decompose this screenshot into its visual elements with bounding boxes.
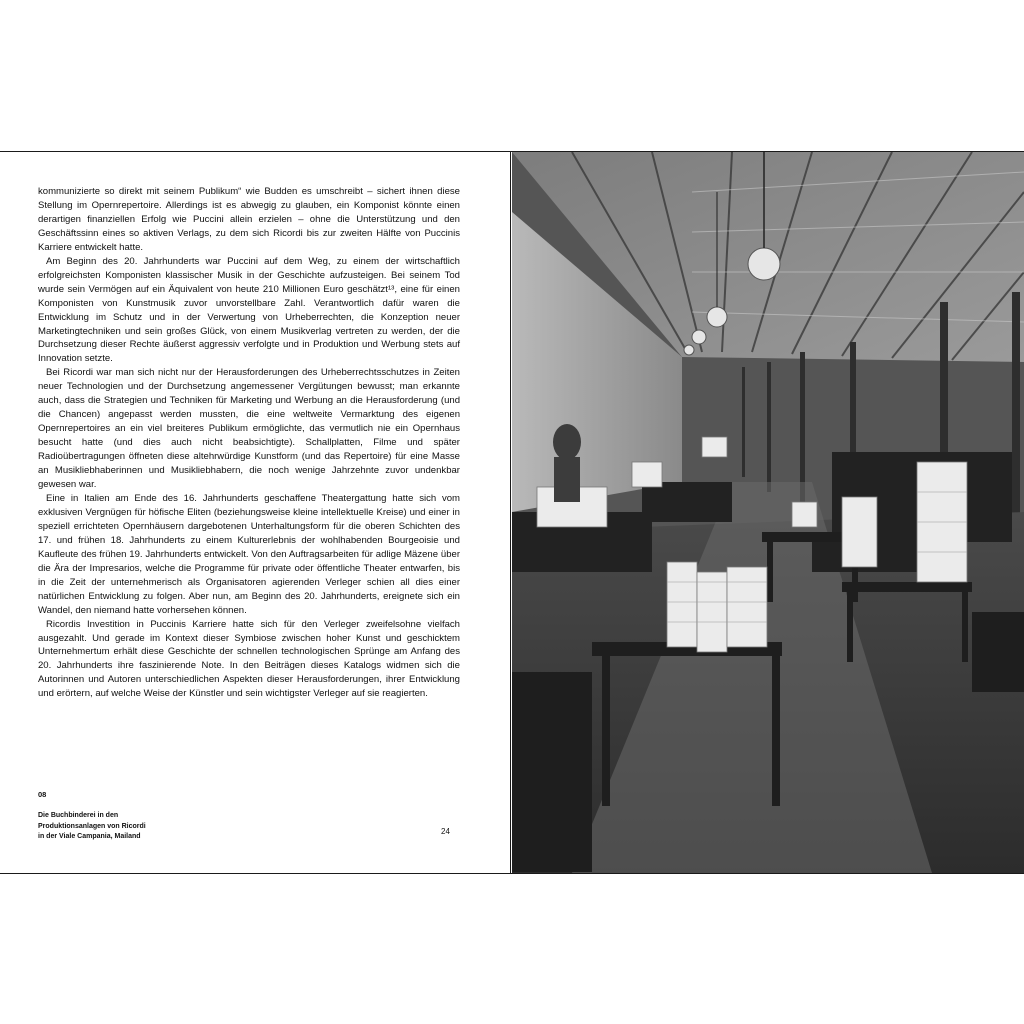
figure-caption: [38, 811, 188, 843]
archival-photo: [512, 152, 1024, 873]
paragraph: Ricordis Investition in Puccinis Karriere hatte sich für den Verleger zweifelsohne vielfach ausgezahlt. Und gerade im Kontext dieser Symbiose zwischen hoher Kunst und geschicktem Unternehmertum erhält diese Geschichte der schnellen technologischen Sprünge am Anfang des 20. Jahrhunderts ihre faszinierende Note. In den Beiträgen dieses Katalogs widmen sich die Autorinnen und Autoren unterschiedlichen Aspekten dieser Herausforderungen, ihrer Entwicklung und erörtern, auf welche Weise der Künstler und sein wichtigster Verleger auf sie reagierten.: [38, 618, 460, 700]
paragraph: Am Beginn des 20. Jahrhunderts war Puccini auf dem Weg, zu einem der wirtschaftlich erfolgreichsten Komponisten klassischer Musik in der Geschichte aufzusteigen. Bei seinem Tod wurde sein Vermögen auf ein Äquivalent von heute 210 Millionen Euro geschätzt¹³, eine für einen Komponisten von Kunstmusik zuvor unvorstellbare Zahl. Verantwortlich dafür waren die Entwicklung im Schutz und in der Verwertung von Urheberrechten, die Konzeption neuer Marketingtechniken und sein großes Glück, von einem Musikverlag vertreten zu werden, der die Durchsetzung dieser Rechte äußerst aggressiv verfolgte und in Produktion und Werbung stets auf Innovation setzte.: [38, 255, 460, 365]
book-spread: [0, 151, 1024, 874]
body-text: [38, 185, 460, 701]
caption-line: Die Buchbinderei in den: [38, 812, 119, 819]
left-page: [0, 152, 511, 873]
caption-line: in der Viale Campania, Mailand: [38, 833, 141, 840]
page-number: 24: [441, 827, 450, 836]
paragraph: Eine in Italien am Ende des 16. Jahrhunderts geschaffene Theatergattung hatte sich vom exklusiven Vergnügen für höfische Eliten (beziehungsweise kleine intellektuelle Kreise) und einer in speziell errichteten Opernhäusern dargebotenen Unterhaltungsform für die oberen Schichten des 17. und frühen 18. Jahrhunderts zu einem Kulturerlebnis der wohlhabenden Bourgeoisie und Kaufleute des frühen 19. Jahrhunderts entwickelt. Von den Auftragsarbeiten für adlige Mäzene über die Ära der Impresarios, welche die Programme für private oder öffentliche Theater entwarfen, bis in die Zeit der unternehmerisch als Organisatoren agierenden Verleger schien all dies einer natürlichen Entwicklung zu folgen. Aber nun, am Beginn des 20. Jahrhunderts, ereignete sich ein Wandel, den niemand hatte vorhersehen können.: [38, 492, 460, 616]
paragraph: Bei Ricordi war man sich nicht nur der Herausforderungen des Urheberrechtsschutzes in Zeiten neuer Technologien und der Durchsetzung angemessener Vergütungen bewusst; man erkannte auch, dass die Strategien und Techniken für Marketing und Werbung an die Herausforderung (und die Chancen) angepasst werden mussten, die eine weltweite Vermarktung des eigenen Opernrepertoires an ein viel breiteres Publikum ermöglichte, das vermutlich nie ein Opernhaus besucht hatte (und dies auch nicht beabsichtigte). Schallplatten, Filme und später Radioübertragungen öffneten diese altehrwürdige Kunstform (und das Repertoire) für eine Masse an Musikliebhaberinnen und Musikliebhabern, die noch wenige Jahrzehnte zuvor undenkbar gewesen war.: [38, 367, 460, 491]
caption-line: Produktionsanlagen von Ricordi: [38, 822, 146, 830]
figure-number: 08: [38, 790, 47, 799]
paragraph: kommunizierte so direkt mit seinem Publikum“ wie Budden es umschreibt – sichert ihnen diese Stellung im Opernrepertoire. Allerdings ist es abwegig zu glauben, ein Komponist könnte einen derartigen finanziellen Erfolg wie Puccini allein erzielen – ohne die Unterstützung und den Geschäftssinn eines so aktiven Verlags, zu dem sich Ricordi bis zur zweiten Hälfte von Puccinis Karriere entwickelt hatte.: [38, 186, 460, 253]
bookbindery-photo-illustration: [512, 152, 1024, 873]
